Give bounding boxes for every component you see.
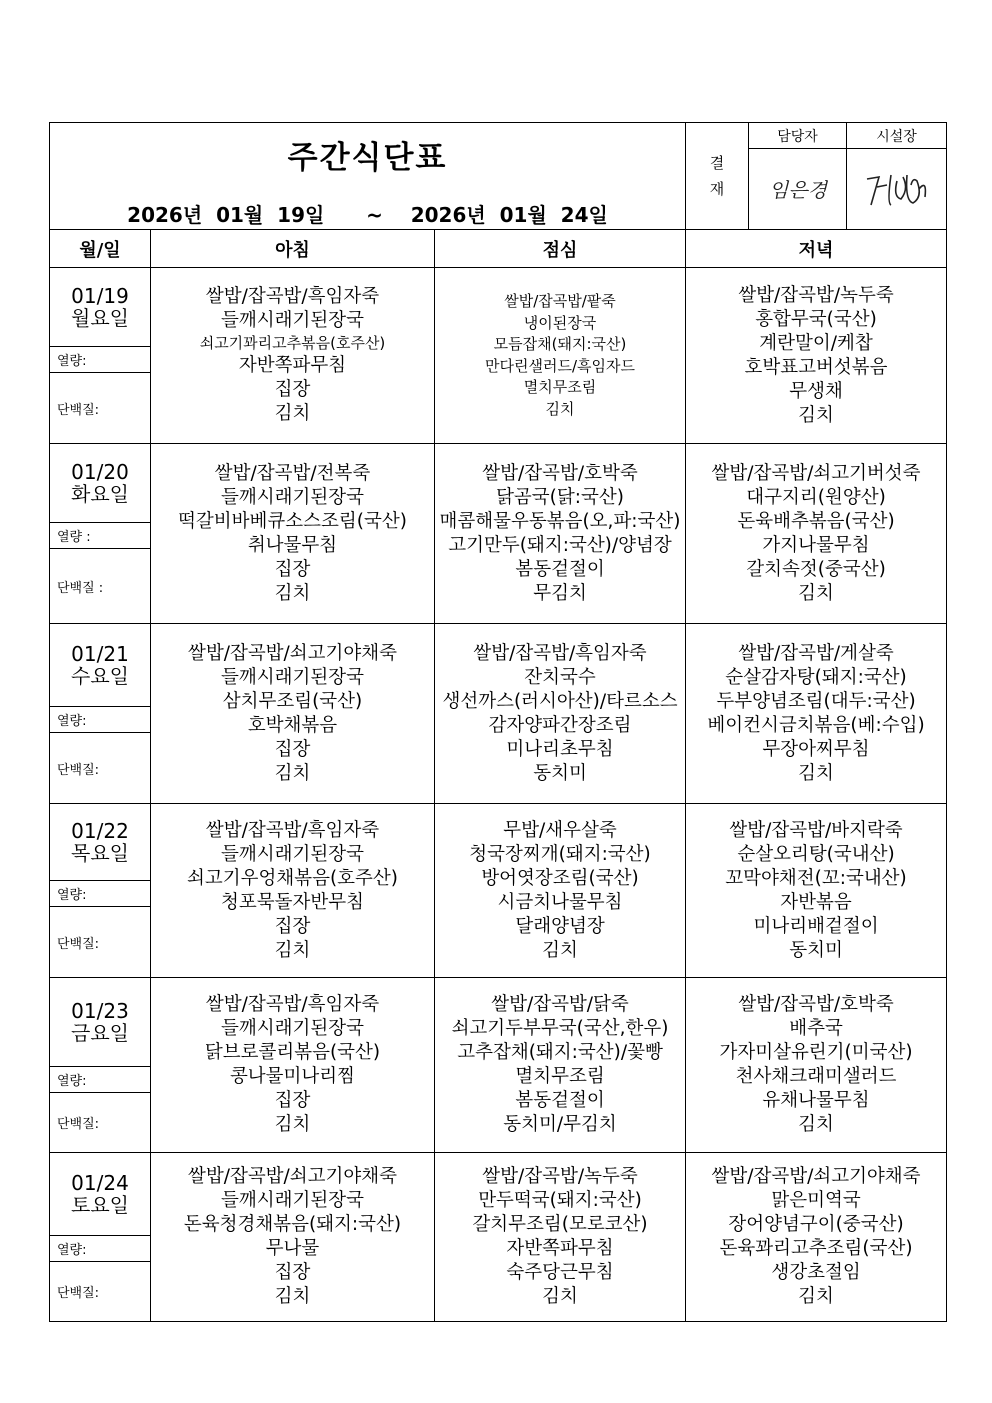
dinner-cell <box>686 1153 947 1322</box>
breakfast-item: 김치 <box>274 403 311 425</box>
dinner-cell <box>686 444 947 624</box>
dinner-item: 베이컨시금치볶음(베:수입) <box>707 714 925 736</box>
lunch-item: 만두떡국(돼지:국산) <box>478 1190 642 1211</box>
date-value: 01/21 <box>71 642 129 666</box>
day-row <box>50 978 947 1067</box>
dinner-item: 호박표고버섯볶음 <box>744 356 888 378</box>
lunch-item: 방어엿장조림(국산) <box>481 867 639 889</box>
date-cell <box>50 804 151 881</box>
breakfast-cell <box>151 978 435 1153</box>
dinner-item: 김치 <box>798 582 834 604</box>
lunch-item: 쇠고기두부무국(국산,한우) <box>451 1018 669 1039</box>
weekday: 금요일 <box>71 1021 129 1045</box>
lunch-item: 봄동겉절이 <box>515 1090 605 1111</box>
signature-box-staff <box>749 149 847 230</box>
col-header-lunch: 점심 <box>435 230 686 268</box>
dinner-item: 갈치속젓(중국산) <box>746 558 886 580</box>
day-row <box>50 268 947 347</box>
dinner-item: 생강초절임 <box>771 1262 861 1283</box>
lunch-item: 멸치무조림 <box>523 378 597 396</box>
dinner-item: 대구지리(원양산) <box>746 486 886 508</box>
date-cell <box>50 444 151 523</box>
dinner-cell <box>686 624 947 804</box>
lunch-item: 모듬잡채(돼지:국산) <box>493 335 627 353</box>
signature-staff-image <box>758 159 838 219</box>
breakfast-item: 들깨시래기된장국 <box>221 486 364 508</box>
dinner-item: 맑은미역국 <box>771 1190 861 1211</box>
breakfast-item: 청포묵돌자반무침 <box>221 891 364 913</box>
breakfast-item: 김치 <box>274 1286 311 1307</box>
breakfast-item: 닭브로콜리볶음(국산) <box>204 1042 381 1063</box>
protein-label: 단백질: <box>50 907 151 978</box>
date-cell <box>50 268 151 347</box>
day-rows <box>50 268 947 1322</box>
breakfast-item: 쇠고기꽈리고추볶음(호주산) <box>199 333 386 352</box>
date-cell <box>50 624 151 707</box>
breakfast-item: 김치 <box>274 939 311 961</box>
title-cell <box>50 123 686 230</box>
breakfast-item: 취나물무침 <box>247 534 338 556</box>
breakfast-item: 떡갈비바베큐소스조림(국산) <box>178 510 407 532</box>
lunch-item: 만다린샐러드/흑임자드 <box>485 356 635 375</box>
dinner-item: 쌀밥/잡곡밥/바지락죽 <box>729 819 903 841</box>
lunch-item: 쌀밥/잡곡밥/호박죽 <box>482 462 638 484</box>
lunch-item: 미나리초무침 <box>506 738 614 760</box>
weekly-menu-table <box>49 122 947 1322</box>
dinner-item: 쌀밥/잡곡밥/쇠고기버섯죽 <box>711 462 921 484</box>
breakfast-item: 쇠고기우엉채볶음(호주산) <box>186 867 399 889</box>
breakfast-item: 집장 <box>274 1090 311 1111</box>
role-director: 시설장 <box>847 123 947 149</box>
breakfast-item: 들깨시래기된장국 <box>221 1018 364 1039</box>
lunch-item: 자반쪽파무침 <box>506 1238 614 1259</box>
dinner-item: 미나리배겉절이 <box>753 915 879 937</box>
breakfast-item: 김치 <box>274 762 311 784</box>
breakfast-item: 쌀밥/잡곡밥/전복죽 <box>214 462 371 484</box>
lunch-item: 달래양념장 <box>515 915 605 937</box>
dinner-item: 김치 <box>798 1286 834 1307</box>
lunch-item: 냉이된장국 <box>523 313 597 332</box>
breakfast-cell <box>151 804 435 978</box>
weekday: 수요일 <box>71 664 129 688</box>
lunch-item: 쌀밥/잡곡밥/닭죽 <box>491 994 629 1015</box>
lunch-item: 김치 <box>545 399 575 418</box>
dinner-item: 천사채크래미샐러드 <box>735 1066 897 1087</box>
calorie-label: 열량: <box>50 347 151 373</box>
dinner-item: 김치 <box>798 404 834 426</box>
col-header-dinner: 저녁 <box>686 230 947 268</box>
calorie-label: 열량: <box>50 1067 151 1093</box>
calorie-label: 열량: <box>50 707 151 733</box>
breakfast-item: 집장 <box>274 1262 311 1283</box>
date-value: 01/20 <box>71 460 129 484</box>
breakfast-item: 호박채볶음 <box>247 714 338 736</box>
approval-label <box>686 123 749 230</box>
lunch-cell <box>435 1153 686 1322</box>
lunch-item: 생선까스(러시아산)/타르소스 <box>442 690 678 712</box>
lunch-item: 동치미/무김치 <box>503 1114 617 1135</box>
breakfast-item: 집장 <box>274 379 311 401</box>
lunch-item: 동치미 <box>533 762 587 784</box>
protein-label: 단백질: <box>50 733 151 804</box>
calorie-label: 열량: <box>50 1236 151 1262</box>
lunch-item: 쌀밥/잡곡밥/팥죽 <box>504 292 616 310</box>
signature-scribble <box>867 175 925 205</box>
day-row <box>50 624 947 707</box>
dinner-cell <box>686 978 947 1153</box>
lunch-item: 쌀밥/잡곡밥/녹두죽 <box>482 1166 638 1187</box>
protein-label: 단백질: <box>50 1262 151 1322</box>
date-value: 01/23 <box>71 999 129 1023</box>
day-row <box>50 444 947 523</box>
calorie-label: 열량 : <box>50 523 151 549</box>
lunch-item: 매콤해물우동볶음(오,파:국산) <box>439 510 681 532</box>
protein-label: 단백질: <box>50 373 151 444</box>
dinner-item: 쌀밥/잡곡밥/게살죽 <box>738 642 894 664</box>
lunch-item: 무밥/새우살죽 <box>503 819 617 841</box>
approval-label-1: 결 <box>709 154 725 172</box>
breakfast-item: 김치 <box>274 1114 311 1135</box>
dinner-item: 쌀밥/잡곡밥/녹두죽 <box>738 284 894 306</box>
dinner-item: 순살감자탕(돼지:국산) <box>725 666 907 688</box>
dinner-item: 돈육배추볶음(국산) <box>737 510 895 532</box>
protein-label: 단백질: <box>50 1093 151 1153</box>
dinner-item: 유채나물무침 <box>762 1090 870 1111</box>
dinner-item: 쌀밥/잡곡밥/쇠고기야채죽 <box>711 1166 921 1187</box>
col-header-date: 월/일 <box>50 230 151 268</box>
dinner-item: 쌀밥/잡곡밥/호박죽 <box>738 994 894 1015</box>
day-row <box>50 1153 947 1236</box>
breakfast-item: 집장 <box>274 738 311 760</box>
lunch-cell <box>435 268 686 444</box>
lunch-item: 시금치나물무침 <box>497 891 623 913</box>
dinner-item: 두부양념조림(대두:국산) <box>716 690 916 712</box>
weekday: 월요일 <box>71 306 129 330</box>
date-value: 01/24 <box>71 1171 129 1195</box>
dinner-item: 김치 <box>798 762 834 784</box>
breakfast-item: 들깨시래기된장국 <box>221 1190 364 1211</box>
lunch-item: 김치 <box>542 939 578 961</box>
breakfast-item: 쌀밥/잡곡밥/흑임자죽 <box>205 819 380 841</box>
breakfast-item: 콩나물미나리찜 <box>229 1066 356 1087</box>
date-value: 01/19 <box>71 284 129 308</box>
breakfast-item: 들깨시래기된장국 <box>221 309 364 331</box>
lunch-cell <box>435 804 686 978</box>
weekday: 토요일 <box>71 1193 129 1217</box>
lunch-item: 잔치국수 <box>524 666 596 688</box>
dinner-item: 김치 <box>798 1114 834 1135</box>
signature-director-image <box>857 159 937 219</box>
period-range: 2026년 01월 19일 ~ 2026년 01월 24일 <box>127 203 608 227</box>
approval-label-2: 재 <box>709 180 725 198</box>
dinner-item: 홍합무국(국산) <box>755 308 877 330</box>
dinner-item: 무생채 <box>789 380 843 402</box>
lunch-item: 김치 <box>542 1286 578 1307</box>
role-staff: 담당자 <box>749 123 847 149</box>
dinner-item: 계란말이/케찹 <box>759 332 873 354</box>
breakfast-cell <box>151 1153 435 1322</box>
col-header-breakfast: 아침 <box>151 230 435 268</box>
page-title: 주간식단표 <box>287 140 448 176</box>
date-value: 01/22 <box>71 819 129 843</box>
lunch-cell <box>435 444 686 624</box>
dinner-item: 가지나물무침 <box>762 534 870 556</box>
breakfast-item: 들깨시래기된장국 <box>221 666 364 688</box>
menu-sheet <box>49 122 946 1322</box>
breakfast-item: 김치 <box>274 582 311 604</box>
calorie-label: 열량: <box>50 881 151 907</box>
breakfast-item: 돈육청경채볶음(돼지:국산) <box>183 1214 402 1235</box>
breakfast-item: 쌀밥/잡곡밥/흑임자죽 <box>205 994 380 1015</box>
lunch-item: 무김치 <box>533 582 587 604</box>
breakfast-item: 집장 <box>274 558 311 580</box>
date-cell <box>50 1153 151 1236</box>
lunch-item: 쌀밥/잡곡밥/흑임자죽 <box>473 642 647 664</box>
breakfast-item: 집장 <box>274 915 311 937</box>
lunch-item: 멸치무조림 <box>515 1066 605 1087</box>
lunch-item: 고추잡채(돼지:국산)/꽃빵 <box>457 1042 663 1063</box>
breakfast-cell <box>151 268 435 444</box>
lunch-item: 청국장찌개(돼지:국산) <box>469 843 651 865</box>
protein-label: 단백질 : <box>50 549 151 624</box>
lunch-item: 갈치무조림(모로코산) <box>472 1214 648 1235</box>
breakfast-item: 쌀밥/잡곡밥/흑임자죽 <box>205 285 380 307</box>
breakfast-item: 삼치무조림(국산) <box>222 690 363 712</box>
weekday: 화요일 <box>71 482 129 506</box>
dinner-item: 배추국 <box>789 1018 843 1039</box>
dinner-item: 자반볶음 <box>780 891 852 913</box>
lunch-item: 봄동겉절이 <box>515 558 605 580</box>
lunch-item: 숙주당근무침 <box>506 1262 614 1283</box>
signature-staff-text: 임은경 <box>768 178 827 202</box>
breakfast-item: 자반쪽파무침 <box>238 355 347 377</box>
breakfast-cell <box>151 444 435 624</box>
weekday: 목요일 <box>71 841 129 865</box>
dinner-item: 무장아찌무침 <box>762 738 870 760</box>
dinner-cell <box>686 268 947 444</box>
lunch-item: 감자양파간장조림 <box>488 714 632 736</box>
signature-box-director <box>847 149 947 230</box>
dinner-item: 순살오리탕(국내산) <box>737 843 895 865</box>
breakfast-item: 쌀밥/잡곡밥/쇠고기야채죽 <box>187 642 398 664</box>
dinner-item: 꼬막야채전(꼬:국내산) <box>725 867 907 889</box>
lunch-item: 고기만두(돼지:국산)/양념장 <box>448 534 672 556</box>
breakfast-cell <box>151 624 435 804</box>
lunch-item: 닭곰국(닭:국산) <box>496 486 624 508</box>
breakfast-item: 무나물 <box>265 1238 320 1259</box>
lunch-cell <box>435 978 686 1153</box>
dinner-item: 장어양념구이(중국산) <box>728 1214 904 1235</box>
dinner-item: 동치미 <box>789 939 843 961</box>
dinner-cell <box>686 804 947 978</box>
day-row <box>50 804 947 881</box>
date-cell <box>50 978 151 1067</box>
breakfast-item: 쌀밥/잡곡밥/쇠고기야채죽 <box>187 1166 398 1187</box>
breakfast-item: 들깨시래기된장국 <box>221 843 364 865</box>
lunch-cell <box>435 624 686 804</box>
dinner-item: 돈육꽈리고추조림(국산) <box>719 1238 913 1259</box>
dinner-item: 가자미살유린기(미국산) <box>719 1042 913 1063</box>
